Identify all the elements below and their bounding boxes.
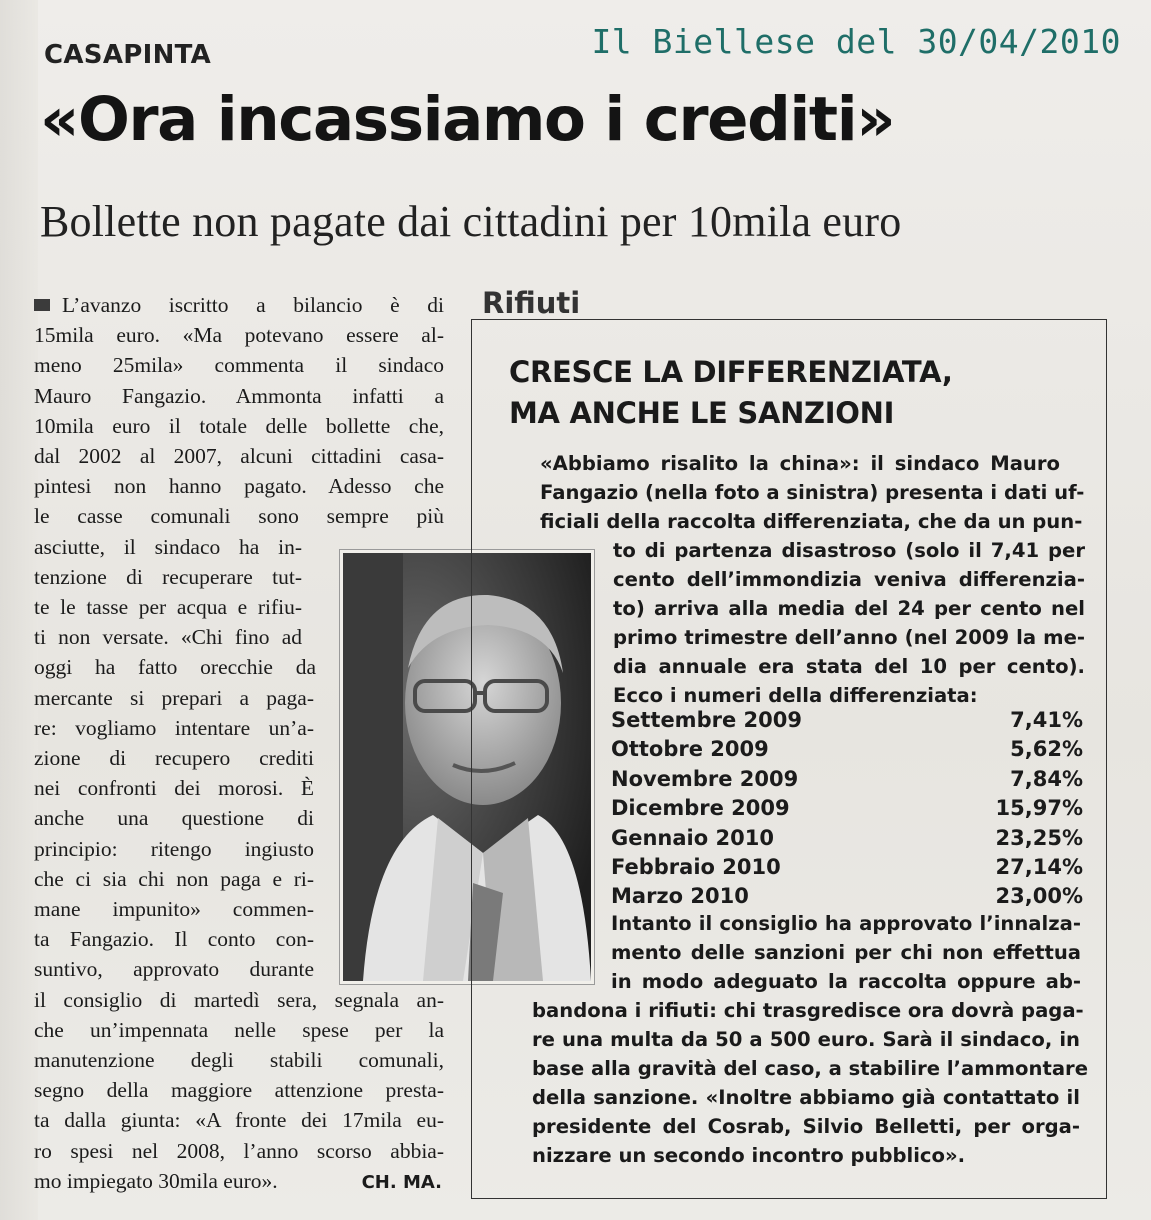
body-line: te le tasse per acqua e rifiu- [34,595,302,620]
body-line: ta dalla giunta: «A fronte dei 17mila eu- [34,1108,444,1133]
body-line: L’avanzo iscritto a bilancio è di [34,290,444,320]
body-line: manutenzione degli stabili comunali, [34,1048,444,1073]
sidebar-line: dia annuale era stata del 10 per cento). [613,655,1085,678]
author-signature: CH. MA. [361,1171,442,1193]
differenziata-stats [611,706,1083,912]
sidebar-line: presidente del Cosrab, Silvio Belletti, per orga- [532,1115,1080,1138]
body-line: meno 25mila» commenta il sindaco [34,353,444,378]
sidebar-line: cento dell’immondizia veniva differenzia- [613,568,1085,591]
stat-row: Marzo 2010 23,00% [611,884,1083,909]
stat-row: Gennaio 2010 23,25% [611,825,1083,850]
body-line: suntivo, approvato durante [34,957,314,982]
sidebar-closing [532,996,1089,1170]
sidebar-line: base alla gravità del caso, a stabilire l’ammontare [532,1057,1089,1080]
body-line: zione di recupero crediti [34,746,314,771]
sidebar-line: primo trimestre dell’anno (nel 2009 la me- [613,626,1085,649]
sidebar-title [509,352,953,434]
stat-row: Novembre 2009 7,84% [611,766,1083,791]
section-label: CASAPINTA [44,40,212,70]
stat-row: Dicembre 2009 15,97% [611,796,1083,821]
sidebar-line: bandona i rifiuti: chi trasgredisce ora dovrà paga- [532,999,1084,1022]
body-line: ti non versate. «Chi fino ad [34,625,302,650]
body-line: principio: ritengo ingiusto [34,836,314,861]
body-line: dal 2002 al 2007, alcuni cittadini casa- [34,444,444,469]
sidebar-narrow-text [613,536,1085,710]
sidebar-line: ficiali della raccolta differenziata, che da un pun- [540,510,1083,533]
sidebar-line: to di partenza disastroso (solo il 7,41 per [613,539,1085,562]
sidebar-after-narrow [611,909,1081,996]
sidebar-line: Fangazio (nella foto a sinistra) presenta i dati uf- [540,481,1085,504]
sidebar-line: Ecco i numeri della differenziata: [613,684,978,707]
sidebar-line: Intanto il consiglio ha approvato l’innalza- [611,912,1081,935]
rubric-label: Rifiuti [482,286,581,320]
sidebar-line: mento delle sanzioni per chi non effettua [611,941,1081,964]
body-line: che un’impennata nelle spese per la [34,1017,444,1042]
sidebar-intro [540,449,1085,536]
sidebar-line: to) arriva alla media del 24 per cento nel [613,597,1085,620]
sidebar-title-line: MA ANCHE LE SANZIONI [509,396,895,430]
sidebar-line: «Abbiamo risalito la china»: il sindaco Mauro [540,452,1060,475]
body-line: tenzione di recuperare tut- [34,564,302,589]
sidebar-line: re una multa da 50 a 500 euro. Sarà il sindaco, in [532,1028,1080,1051]
body-line: segno della maggiore attenzione presta- [34,1078,444,1103]
body-line: ta Fangazio. Il conto con- [34,927,314,952]
sidebar-line: nizzare un secondo incontro pubblico». [532,1144,966,1167]
body-line: le casse comunali sono sempre più [34,504,444,529]
sidebar-title-line: CRESCE LA DIFFERENZIATA, [509,355,953,389]
body-line-last: mo impiegato 30mila euro». CH. MA. [34,1166,444,1196]
body-line: nei confronti dei morosi. È [34,776,314,801]
source-caption: Il Biellese del 30/04/2010 [591,22,1121,61]
sidebar-line: in modo adeguato la raccolta oppure ab- [611,970,1081,993]
body-line: mercante si prepari a paga- [34,685,314,710]
body-line: pintesi non hanno pagato. Adesso che [34,474,444,499]
previous-page-edge [0,0,38,1220]
stat-row: Febbraio 2010 27,14% [611,855,1083,880]
body-line: che ci sia chi non paga e ri- [34,866,314,891]
body-line: 10mila euro il totale delle bollette che, [34,413,444,438]
stat-row: Settembre 2009 7,41% [611,708,1083,732]
headline: «Ora incassiamo i crediti» [40,84,895,155]
subheadline: Bollette non pagate dai cittadini per 10mila euro [40,197,902,246]
body-line: re: vogliamo intentare un’a- [34,715,314,740]
body-line: mane impunito» commen- [34,897,314,922]
body-line: il consiglio di martedì sera, segnala an- [34,987,444,1012]
body-line: anche una questione di [34,806,314,831]
paragraph-marker-icon [34,299,50,311]
stat-row: Ottobre 2009 5,62% [611,737,1083,762]
body-line: Mauro Fangazio. Ammonta infatti a [34,383,444,408]
body-line: 15mila euro. «Ma potevano essere al- [34,323,444,348]
body-line: oggi ha fatto orecchie da [34,655,316,680]
body-line: ro spesi nel 2008, l’anno scorso abbia- [34,1138,444,1163]
sidebar-line: della sanzione. «Inoltre abbiamo già contattato il [532,1086,1080,1109]
body-line: asciutte, il sindaco ha in- [34,534,302,559]
